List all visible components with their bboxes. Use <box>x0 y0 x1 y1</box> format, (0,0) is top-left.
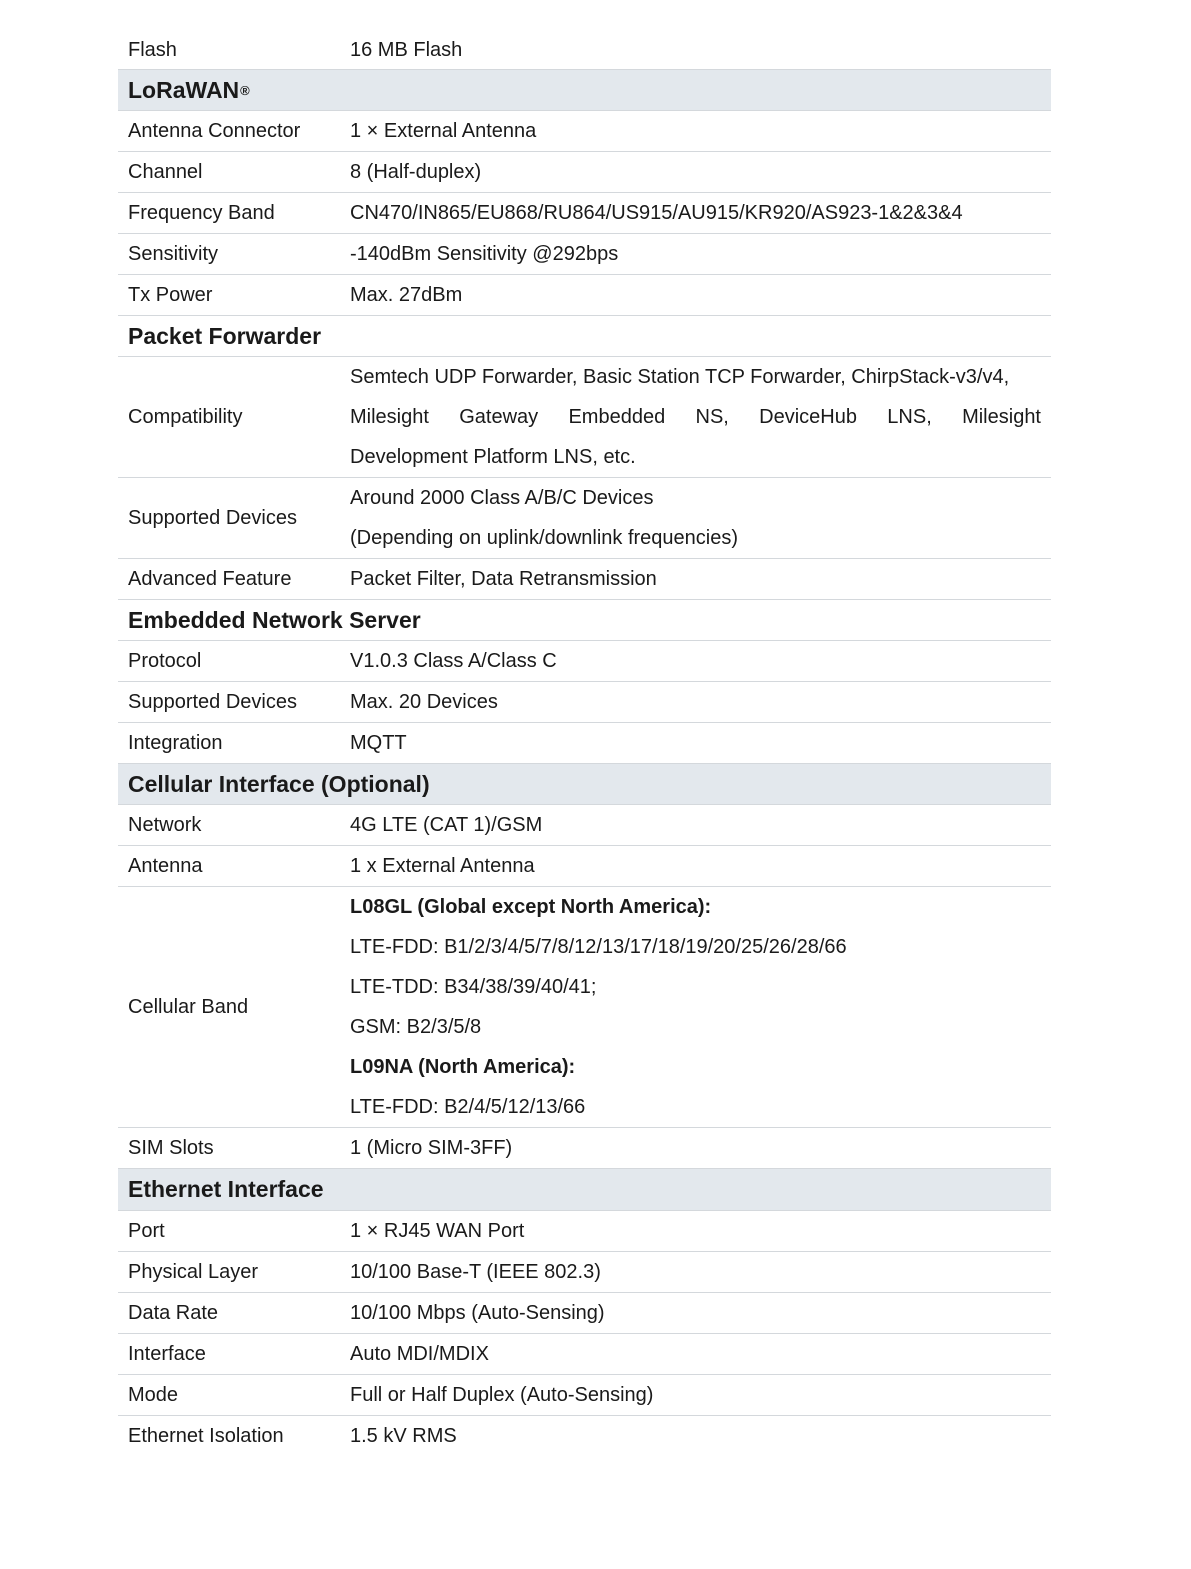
spec-value: MQTT <box>350 731 407 754</box>
section-title: Embedded Network Server <box>128 606 421 633</box>
spec-row-frequency-band <box>118 193 1051 234</box>
spec-row-interface <box>118 1334 1051 1375</box>
spec-value: Max. 27dBm <box>350 283 463 306</box>
value-line: Around 2000 Class A/B/C Devices <box>350 487 654 509</box>
spec-label: Compatibility <box>128 405 243 428</box>
spec-row-advanced-feature <box>118 559 1051 600</box>
spec-row-ns-supported-devices <box>118 682 1051 723</box>
spec-value: Full or Half Duplex (Auto-Sensing) <box>350 1383 654 1406</box>
spec-value: Packet Filter, Data Retransmission <box>350 567 657 590</box>
spec-label: Cellular Band <box>128 995 249 1018</box>
spec-row-port <box>118 1211 1051 1252</box>
spec-value-text: 16 MB Flash <box>350 39 463 61</box>
spec-value <box>350 357 1051 477</box>
spec-value: 1 x External Antenna <box>350 854 535 877</box>
section-header-embedded-ns <box>118 600 1051 641</box>
spec-row-network <box>118 805 1051 846</box>
value-line: LTE-FDD: B1/2/3/4/5/7/8/12/13/17/18/19/20/25/26/28/66 <box>350 936 847 958</box>
spec-row-antenna-connector <box>118 111 1051 152</box>
spec-label: Interface <box>128 1342 206 1365</box>
spec-label: Protocol <box>128 649 202 672</box>
band-group-heading: L09NA (North America): <box>350 1056 576 1078</box>
spec-row-tx-power <box>118 275 1051 316</box>
section-header-lorawan <box>118 70 1051 111</box>
spec-label: Advanced Feature <box>128 567 292 590</box>
spec-label: Antenna <box>128 854 203 877</box>
section-title: Ethernet Interface <box>128 1176 324 1202</box>
spec-label: Mode <box>128 1383 179 1406</box>
spec-value: CN470/IN865/EU868/RU864/US915/AU915/KR920/AS923-1&2&3&4 <box>350 201 963 224</box>
spec-row-channel <box>118 152 1051 193</box>
spec-label: Supported Devices <box>128 506 297 529</box>
spec-value: 1 (Micro SIM-3FF) <box>350 1136 513 1159</box>
spec-value: 1 × External Antenna <box>350 119 537 142</box>
value-line: Development Platform LNS, etc. <box>350 446 636 468</box>
spec-value: V1.0.3 Class A/Class C <box>350 649 557 672</box>
value-line: Milesight Gateway Embedded NS, DeviceHub LNS, Milesight <box>350 406 1041 428</box>
spec-row-flash <box>118 32 1051 70</box>
spec-label: Flash <box>128 39 177 61</box>
value-line: (Depending on uplink/downlink frequencies) <box>350 527 739 549</box>
spec-value: 4G LTE (CAT 1)/GSM <box>350 813 543 836</box>
section-title: Packet Forwarder <box>128 322 322 349</box>
spec-row-sensitivity <box>118 234 1051 275</box>
spec-row-mode <box>118 1375 1051 1416</box>
spec-row-ethernet-isolation <box>118 1416 1051 1457</box>
spec-row-protocol <box>118 641 1051 682</box>
spec-row-cellular-band <box>118 887 1051 1128</box>
band-group-heading: L08GL (Global except North America): <box>350 896 712 918</box>
spec-label: SIM Slots <box>128 1136 214 1159</box>
section-title: LoRaWAN <box>128 76 240 103</box>
spec-value: Max. 20 Devices <box>350 690 498 713</box>
spec-row-integration <box>118 723 1051 764</box>
spec-value: -140dBm Sensitivity @292bps <box>350 242 619 265</box>
spec-value: 10/100 Base-T (IEEE 802.3) <box>350 1260 601 1283</box>
value-line: LTE-TDD: B34/38/39/40/41; <box>350 976 597 998</box>
spec-label: Tx Power <box>128 283 213 306</box>
registered-mark: ® <box>240 82 250 98</box>
section-header-packet-forwarder <box>118 316 1051 357</box>
spec-label: Supported Devices <box>128 690 297 713</box>
spec-label: Port <box>128 1219 165 1242</box>
spec-row-supported-devices <box>118 478 1051 559</box>
spec-value: Auto MDI/MDIX <box>350 1342 489 1365</box>
section-header-cellular <box>118 764 1051 805</box>
spec-value <box>350 478 1051 558</box>
spec-value: 10/100 Mbps (Auto-Sensing) <box>350 1301 605 1324</box>
section-title: Cellular Interface (Optional) <box>128 770 430 797</box>
spec-label: Network <box>128 813 202 836</box>
spec-label: Ethernet Isolation <box>128 1425 284 1447</box>
value-line: LTE-FDD: B2/4/5/12/13/66 <box>350 1096 586 1118</box>
spec-row-compatibility <box>118 357 1051 478</box>
spec-value: 1 × RJ45 WAN Port <box>350 1219 525 1242</box>
spec-row-sim-slots <box>118 1128 1051 1169</box>
spec-value: 1.5 kV RMS <box>350 1425 457 1447</box>
spec-value <box>350 32 1051 69</box>
value-line: Semtech UDP Forwarder, Basic Station TCP Forwarder, ChirpStack-v3/v4, <box>350 366 1010 388</box>
spec-row-antenna <box>118 846 1051 887</box>
spec-row-physical-layer <box>118 1252 1051 1293</box>
spec-row-data-rate <box>118 1293 1051 1334</box>
spec-value: 8 (Half-duplex) <box>350 160 482 183</box>
spec-label: Antenna Connector <box>128 119 301 142</box>
spec-label: Integration <box>128 731 223 754</box>
value-line: GSM: B2/3/5/8 <box>350 1016 482 1038</box>
spec-label: Channel <box>128 160 203 183</box>
spec-label: Data Rate <box>128 1301 219 1324</box>
spec-table <box>118 32 1051 1457</box>
spec-label: Sensitivity <box>128 242 219 265</box>
section-header-ethernet <box>118 1169 1051 1211</box>
spec-label: Frequency Band <box>128 201 275 224</box>
spec-value <box>350 887 1051 1127</box>
spec-label: Physical Layer <box>128 1260 259 1283</box>
